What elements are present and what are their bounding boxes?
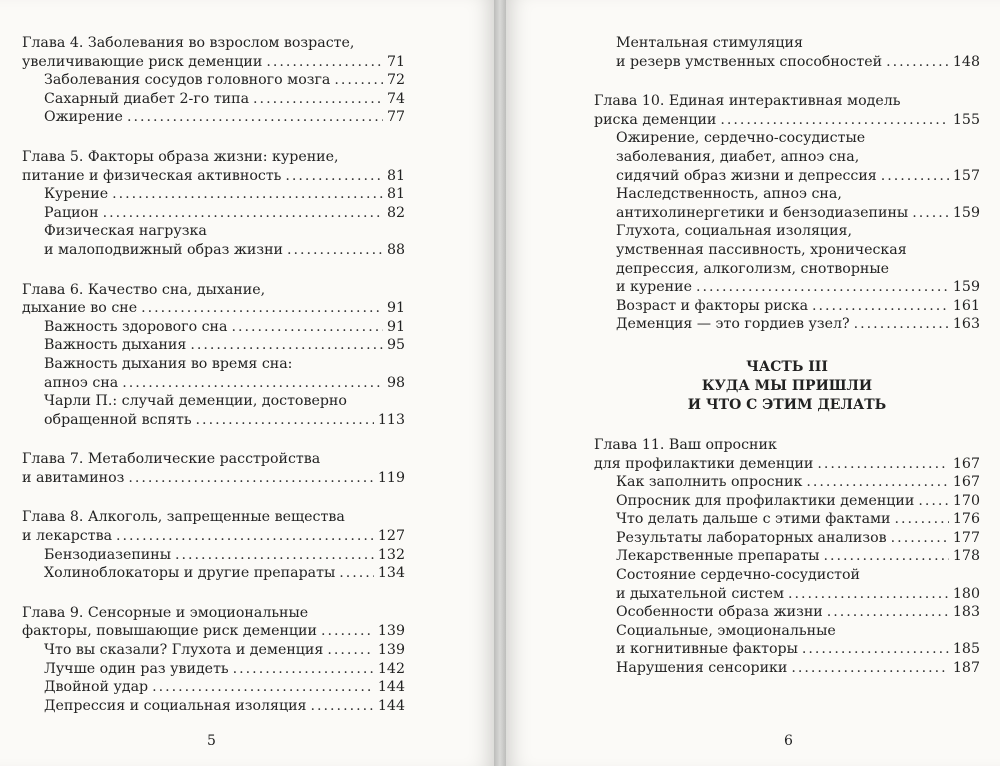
toc-page-number: 81 xyxy=(386,167,405,184)
toc-entry-title: обращенной вспять xyxy=(44,411,192,428)
toc-page-number: 132 xyxy=(377,546,405,563)
toc-page-number: 81 xyxy=(386,186,405,203)
toc-subentry[interactable] xyxy=(594,148,980,167)
toc-chapter-line[interactable] xyxy=(22,167,405,186)
section-gap xyxy=(594,415,980,436)
toc-chapter-line[interactable] xyxy=(22,469,405,488)
dot-leader xyxy=(152,678,374,697)
toc-subentry[interactable] xyxy=(594,473,980,492)
toc-subentry[interactable] xyxy=(22,318,405,337)
toc-entry-title: Курение xyxy=(44,186,109,203)
dot-leader xyxy=(720,111,949,130)
right-page xyxy=(506,0,1000,766)
toc-page-number: 180 xyxy=(952,585,980,602)
toc-chapter-line[interactable] xyxy=(22,450,405,469)
toc-subentry[interactable] xyxy=(22,241,405,260)
toc-entry-title: Нарушения сенсорики xyxy=(616,660,788,677)
toc-entry-title: и когнитивные факторы xyxy=(616,641,798,658)
toc-page-number: 185 xyxy=(952,641,980,658)
dot-leader xyxy=(827,603,949,622)
toc-subentry[interactable] xyxy=(594,241,980,260)
toc-entry-title: Двойной удар xyxy=(44,679,149,696)
dot-leader xyxy=(266,53,383,72)
toc-entry-title: Чарли П.: случай деменции, достоверно xyxy=(44,393,347,410)
dot-leader xyxy=(128,469,374,488)
toc-entry-title: умственная пассивность, хроническая xyxy=(616,241,907,258)
dot-leader xyxy=(696,278,949,297)
toc-entry-title: Ментальная стимуляция xyxy=(616,35,803,51)
dot-leader xyxy=(334,71,383,90)
toc-chapter-line[interactable] xyxy=(22,299,405,318)
toc-page-number: 127 xyxy=(377,528,405,545)
toc-entry-title: Холиноблокаторы и другие препараты xyxy=(44,565,336,582)
dot-leader xyxy=(233,660,374,679)
toc-entry-title: Глухота, социальная изоляция, xyxy=(616,223,852,240)
toc-page-number: 167 xyxy=(952,455,980,472)
toc-subentry[interactable] xyxy=(22,564,405,583)
book-gutter xyxy=(494,0,506,766)
dot-leader xyxy=(918,492,949,511)
toc-chapter-line[interactable] xyxy=(22,604,405,623)
dot-leader xyxy=(791,659,949,678)
toc-page-number: 163 xyxy=(952,316,980,333)
toc-entry-title: питание и физическая активность xyxy=(22,167,282,184)
toc-entry-title: и резерв умственных способностей xyxy=(616,53,883,70)
toc-chapter-line[interactable] xyxy=(22,508,405,527)
dot-leader xyxy=(116,527,374,546)
dot-leader xyxy=(122,374,383,393)
toc-chapter-line[interactable] xyxy=(22,281,405,300)
toc-chapter-line[interactable] xyxy=(22,34,405,53)
toc-page-number: 178 xyxy=(952,548,980,565)
toc-subentry[interactable] xyxy=(594,566,980,585)
toc-page-number: 77 xyxy=(386,109,405,126)
toc-entry-title: и авитаминоз xyxy=(22,469,125,486)
toc-subentry[interactable] xyxy=(22,222,405,241)
toc-entry-title: Ожирение, сердечно-сосудистые xyxy=(616,130,866,147)
toc-chapter-line[interactable] xyxy=(594,111,980,130)
toc-entry-title: Ожирение xyxy=(44,109,123,126)
dot-leader xyxy=(881,167,949,186)
toc-subentry[interactable] xyxy=(594,297,980,316)
toc-subentry[interactable] xyxy=(22,660,405,679)
toc-entry-title: Глава 11. Ваш опросник xyxy=(594,436,777,453)
toc-page-number: 95 xyxy=(386,337,405,354)
toc-subentry[interactable] xyxy=(22,336,405,355)
toc-page-number: 119 xyxy=(377,469,405,486)
dot-leader xyxy=(103,204,383,223)
toc-subentry[interactable] xyxy=(22,71,405,90)
toc-entry-title: факторы, повышающие риск деменции xyxy=(22,623,317,640)
toc-page-number: 148 xyxy=(952,53,980,70)
toc-right xyxy=(594,34,980,678)
toc-subentry[interactable] xyxy=(594,278,980,297)
dot-leader xyxy=(231,318,382,337)
toc-chapter-line[interactable] xyxy=(22,53,405,72)
toc-entry-title: Глава 9. Сенсорные и эмоциональные xyxy=(22,604,309,621)
toc-subentry[interactable] xyxy=(594,260,980,279)
toc-entry-title: Сахарный диабет 2-го типа xyxy=(44,90,250,107)
toc-page-number: 159 xyxy=(952,204,980,221)
dot-leader xyxy=(806,473,949,492)
toc-page-number: 157 xyxy=(952,167,980,184)
toc-page-number: 144 xyxy=(377,679,405,696)
dot-leader xyxy=(817,455,949,474)
toc-subentry[interactable] xyxy=(22,392,405,411)
section-gap xyxy=(22,487,405,508)
dot-leader xyxy=(285,167,383,186)
toc-entry-title: Деменция — это гордиев узел? xyxy=(616,316,850,333)
toc-entry-title: Особенности образа жизни xyxy=(616,604,823,621)
toc-entry-title: Что делать дальше с этими фактами xyxy=(616,511,891,528)
dot-leader xyxy=(321,622,374,641)
dot-leader xyxy=(895,510,949,529)
toc-entry-title: Бензодиазепины xyxy=(44,546,172,563)
section-gap xyxy=(22,429,405,450)
part-heading: КУДА МЫ ПРИШЛИ xyxy=(701,377,873,394)
toc-entry-title: Важность здорового сна xyxy=(44,318,228,335)
toc-entry-title: Физическая нагрузка xyxy=(44,223,207,240)
section-gap xyxy=(22,260,405,281)
toc-entry-title: Лекарственные препараты xyxy=(616,548,820,565)
toc-page-number: 183 xyxy=(952,604,980,621)
toc-entry-title: риска деменции xyxy=(594,111,717,128)
part-heading: И ЧТО С ЭТИМ ДЕЛАТЬ xyxy=(687,396,887,413)
toc-page-number: 134 xyxy=(377,565,405,582)
dot-leader xyxy=(802,640,949,659)
toc-page-number: 177 xyxy=(952,529,980,546)
toc-subentry[interactable] xyxy=(594,492,980,511)
toc-chapter-line[interactable] xyxy=(594,455,980,474)
toc-subentry[interactable] xyxy=(22,90,405,109)
toc-entry-title: и дыхательной систем xyxy=(616,585,785,602)
toc-entry-title: заболевания, диабет, апноэ сна, xyxy=(616,148,860,165)
dot-leader xyxy=(287,241,383,260)
toc-entry-title: Лучше один раз увидеть xyxy=(44,660,229,677)
toc-subentry[interactable] xyxy=(22,108,405,127)
dot-leader xyxy=(327,641,374,660)
dot-leader xyxy=(891,529,949,548)
toc-entry-title: Глава 7. Метаболические расстройства xyxy=(22,451,321,468)
toc-subentry[interactable] xyxy=(594,622,980,641)
section-gap xyxy=(22,583,405,604)
toc-entry-title: Важность дыхания xyxy=(44,337,187,354)
toc-entry-title: Глава 8. Алкоголь, запрещенные вещества xyxy=(22,509,345,526)
toc-page-number: 170 xyxy=(952,492,980,509)
toc-subentry[interactable] xyxy=(594,640,980,659)
toc-entry-title: Как заполнить опросник xyxy=(616,474,803,491)
toc-entry-title: Результаты лабораторных анализов xyxy=(616,529,887,546)
toc-subentry[interactable] xyxy=(594,167,980,186)
toc-subentry[interactable] xyxy=(22,374,405,393)
toc-subentry[interactable] xyxy=(594,315,980,334)
page-number-right: 6 xyxy=(784,733,793,749)
toc-entry-title: Социальные, эмоциональные xyxy=(616,622,836,639)
dot-leader xyxy=(127,108,383,127)
dot-leader xyxy=(823,547,948,566)
toc-subentry[interactable] xyxy=(22,546,405,565)
toc-page-number: 72 xyxy=(386,72,405,89)
toc-page-number: 74 xyxy=(386,90,405,107)
toc-page-number: 88 xyxy=(386,241,405,258)
toc-subentry[interactable] xyxy=(594,53,980,72)
toc-entry-title: антихолинергетики и бензодиазепины xyxy=(616,204,909,221)
toc-entry-title: апноэ сна xyxy=(44,374,119,391)
toc-chapter-line[interactable] xyxy=(22,622,405,641)
toc-subentry[interactable] xyxy=(594,510,980,529)
dot-leader xyxy=(311,697,374,716)
toc-page-number: 82 xyxy=(386,204,405,221)
toc-chapter-line[interactable] xyxy=(594,92,980,111)
toc-subentry[interactable] xyxy=(594,659,980,678)
toc-subentry[interactable] xyxy=(22,411,405,430)
dot-leader xyxy=(175,546,374,565)
toc-subentry[interactable] xyxy=(22,641,405,660)
toc-subentry[interactable] xyxy=(594,34,980,53)
toc-page-number: 144 xyxy=(377,697,405,714)
dot-leader xyxy=(196,411,374,430)
toc-page-number: 91 xyxy=(386,318,405,335)
toc-page-number: 167 xyxy=(952,474,980,491)
dot-leader xyxy=(812,297,949,316)
toc-subentry[interactable] xyxy=(22,204,405,223)
toc-subentry[interactable] xyxy=(22,355,405,374)
toc-entry-title: Состояние сердечно-сосудистой xyxy=(616,567,860,584)
dot-leader xyxy=(253,90,383,109)
toc-page-number: 139 xyxy=(377,642,405,659)
left-page xyxy=(0,0,494,766)
toc-entry-title: Глава 10. Единая интерактивная модель xyxy=(594,93,901,110)
toc-entry-title: Важность дыхания во время сна: xyxy=(44,355,293,372)
toc-subentry[interactable] xyxy=(22,697,405,716)
toc-page-number: 159 xyxy=(952,279,980,296)
toc-entry-title: Рацион xyxy=(44,204,99,221)
section-gap xyxy=(594,334,980,358)
page-number-left: 5 xyxy=(207,733,216,749)
toc-page-number: 98 xyxy=(386,374,405,391)
toc-chapter-line[interactable] xyxy=(22,148,405,167)
toc-subentry[interactable] xyxy=(594,585,980,604)
toc-entry-title: для профилактики деменции xyxy=(594,455,814,472)
dot-leader xyxy=(339,564,374,583)
toc-page-number: 142 xyxy=(377,660,405,677)
toc-entry-title: Что вы сказали? Глухота и деменция xyxy=(44,642,324,659)
dot-leader xyxy=(912,204,949,223)
toc-entry-title: и лекарства xyxy=(22,528,113,545)
toc-subentry[interactable] xyxy=(594,222,980,241)
toc-entry-title: дыхание во сне xyxy=(22,300,138,317)
toc-subentry[interactable] xyxy=(22,185,405,204)
toc-page-number: 91 xyxy=(386,300,405,317)
toc-subentry[interactable] xyxy=(594,603,980,622)
toc-subentry[interactable] xyxy=(594,185,980,204)
section-gap xyxy=(22,127,405,148)
toc-entry-title: Глава 4. Заболевания во взрослом возрасте, xyxy=(22,35,355,51)
part-heading: ЧАСТЬ III xyxy=(746,358,828,375)
toc-entry-title: Глава 6. Качество сна, дыхание, xyxy=(22,281,266,298)
toc-page-number: 139 xyxy=(377,623,405,640)
toc-page-number: 176 xyxy=(952,511,980,528)
dot-leader xyxy=(141,299,383,318)
dot-leader xyxy=(854,315,949,334)
toc-page-number: 161 xyxy=(952,297,980,314)
dot-leader xyxy=(190,336,383,355)
toc-entry-title: Заболевания сосудов головного мозга xyxy=(44,72,331,89)
toc-chapter-line[interactable] xyxy=(594,436,980,455)
toc-page-number: 71 xyxy=(386,53,405,70)
toc-entry-title: увеличивающие риск деменции xyxy=(22,53,263,70)
toc-entry-title: Возраст и факторы риска xyxy=(616,297,809,314)
toc-page-number: 155 xyxy=(952,111,980,128)
toc-entry-title: Наследственность, апноэ сна, xyxy=(616,186,842,203)
toc-entry-title: Депрессия и социальная изоляция xyxy=(44,697,307,714)
toc-entry-title: и курение xyxy=(616,279,692,296)
toc-subentry[interactable] xyxy=(594,204,980,223)
toc-entry-title: депрессия, алкоголизм, снотворные xyxy=(616,260,890,277)
dot-leader xyxy=(886,53,949,72)
toc-page-number: 187 xyxy=(952,660,980,677)
toc-entry-title: Глава 5. Факторы образа жизни: курение, xyxy=(22,148,339,165)
section-gap xyxy=(594,71,980,92)
dot-leader xyxy=(112,185,383,204)
toc-subentry[interactable] xyxy=(22,678,405,697)
toc-entry-title: и малоподвижный образ жизни xyxy=(44,241,283,258)
toc-entry-title: сидячий образ жизни и депрессия xyxy=(616,167,877,184)
toc-page-number: 113 xyxy=(377,411,405,428)
toc-subentry[interactable] xyxy=(594,529,980,548)
toc-subentry[interactable] xyxy=(594,547,980,566)
toc-chapter-line[interactable] xyxy=(22,527,405,546)
dot-leader xyxy=(788,585,949,604)
toc-subentry[interactable] xyxy=(594,129,980,148)
toc-left xyxy=(22,34,405,715)
toc-entry-title: Опросник для профилактики деменции xyxy=(616,492,915,509)
